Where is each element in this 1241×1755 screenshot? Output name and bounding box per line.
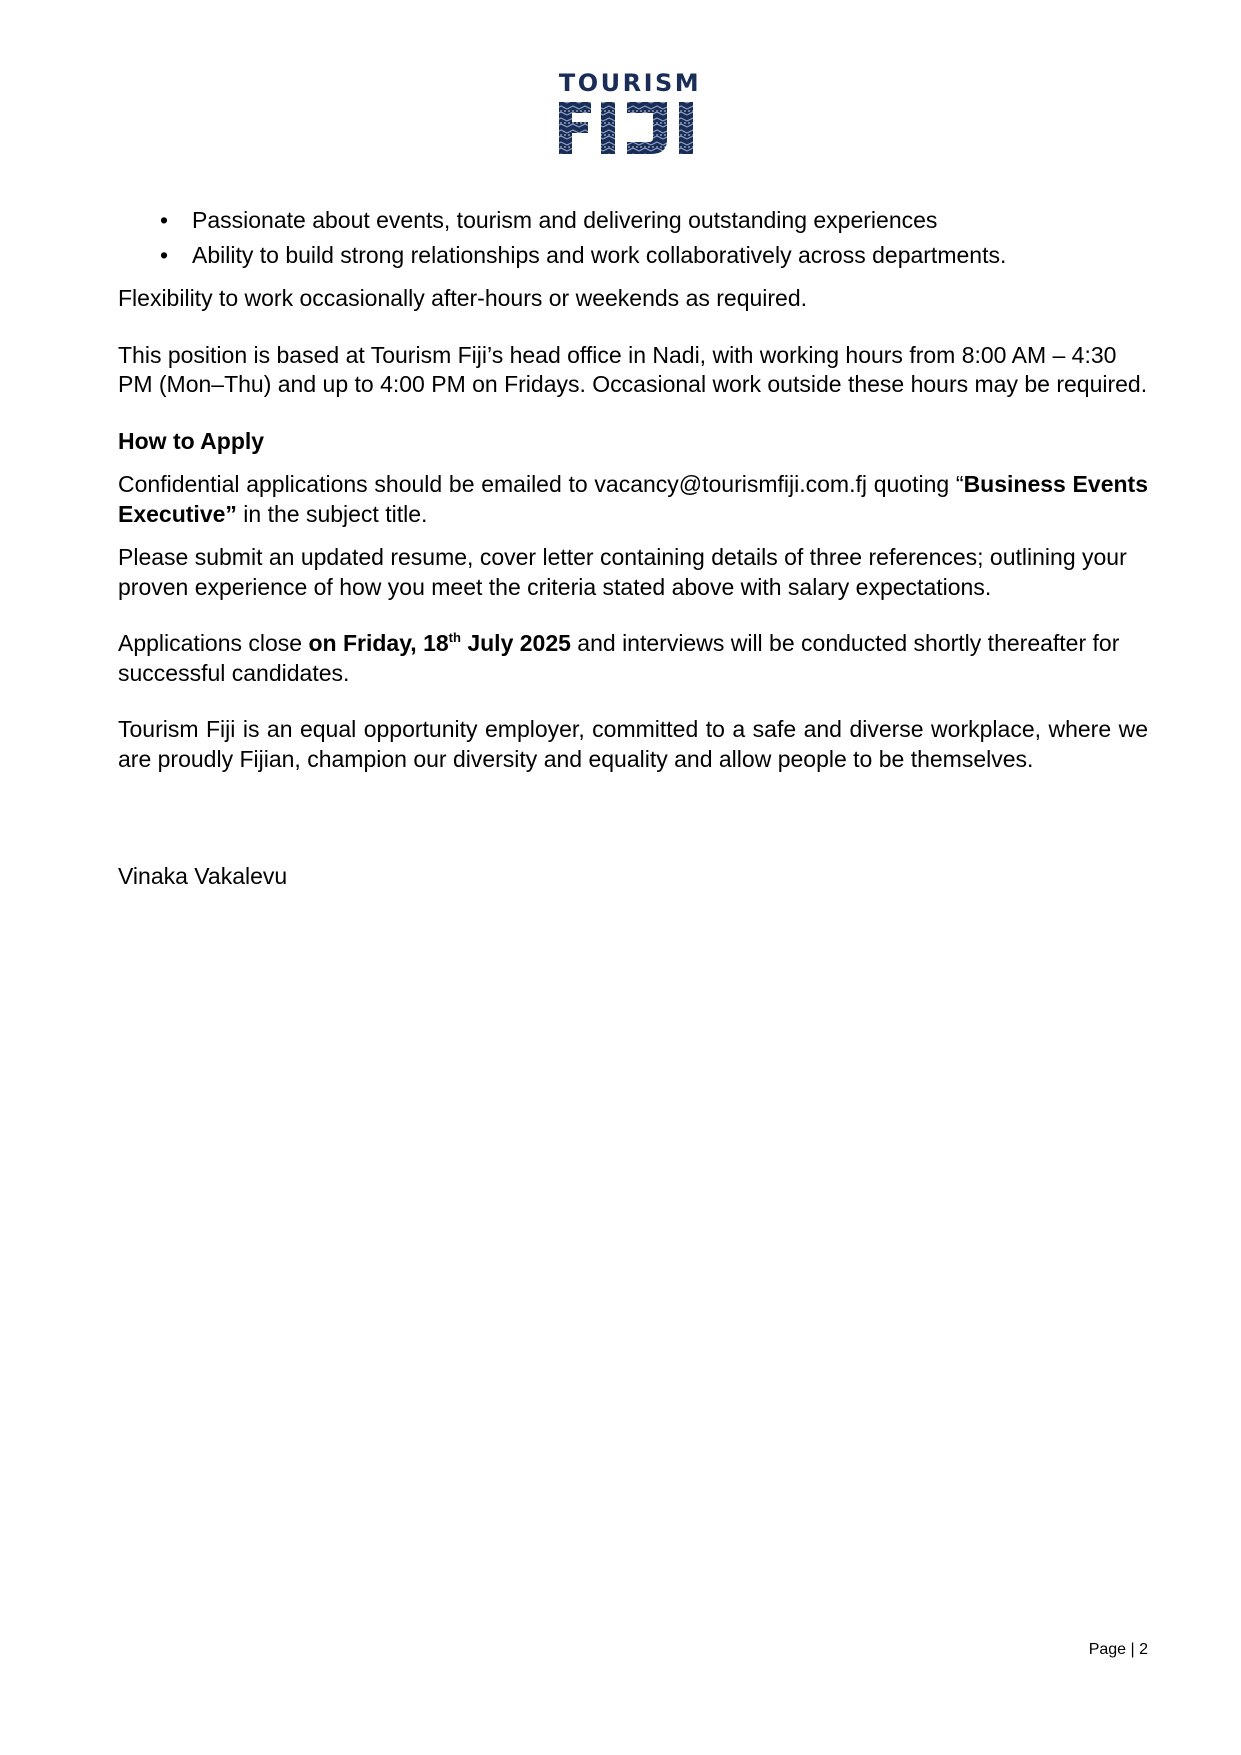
email-instruction-suffix: in the subject title. <box>236 500 428 527</box>
job-title-quote: Business Events Executive” <box>118 471 1148 527</box>
list-item <box>118 206 1148 236</box>
tourism-fiji-logo <box>540 60 720 168</box>
closing-date-ordinal: th <box>448 630 461 645</box>
closing-date-paragraph <box>118 629 1148 688</box>
closing-date-month-year: July 2025 <box>460 630 571 656</box>
closing-date <box>309 630 571 656</box>
bullet-icon: • <box>160 241 169 268</box>
flexibility-paragraph: Flexibility to work occasionally after-hours or weekends as required. <box>118 285 808 311</box>
position-paragraph: This position is based at Tourism Fiji’s head office in Nadi, with working hours from 8:00 AM – 4:30 PM (Mon–Thu) and up to 4:00 PM on Fridays. Occasional work outside these hours may be required. <box>118 341 1148 397</box>
logo-fiji-wordmark <box>555 100 705 156</box>
list-item-text: Passionate about events, tourism and delivering outstanding experiences <box>192 207 938 233</box>
application-email-paragraph <box>118 470 1148 529</box>
closing-date-day: on Friday, 18 <box>308 630 449 656</box>
bullet-icon: • <box>160 207 169 233</box>
logo-top-text: TOURISM <box>558 69 702 97</box>
signoff: Vinaka Vakalevu <box>118 863 288 889</box>
list-item <box>118 241 1148 271</box>
requirements-list <box>118 206 1148 270</box>
closing-prefix: Applications close <box>118 630 309 656</box>
equal-opportunity-paragraph: Tourism Fiji is an equal opportunity employer, committed to a safe and diverse workplace, where we are proudly Fijian, champion our diversity and equality and allow people to be themselves. <box>118 716 1148 772</box>
document-body <box>118 206 1148 892</box>
page-number: Page | 2 <box>1088 1641 1148 1658</box>
list-item-text: Ability to build strong relationships and work collaboratively across departments. <box>192 241 1007 268</box>
email-instruction-text: Confidential applications should be emailed to vacancy@tourismfiji.com.fj quoting “ <box>118 471 964 497</box>
submission-paragraph: Please submit an updated resume, cover letter containing details of three references; outlining your proven experience of how you meet the criteria stated above with salary expectations. <box>118 544 1127 600</box>
how-to-apply-heading: How to Apply <box>118 427 265 454</box>
closing-suffix: and interviews will be conducted shortly thereafter for successful candidates. <box>118 630 1120 686</box>
